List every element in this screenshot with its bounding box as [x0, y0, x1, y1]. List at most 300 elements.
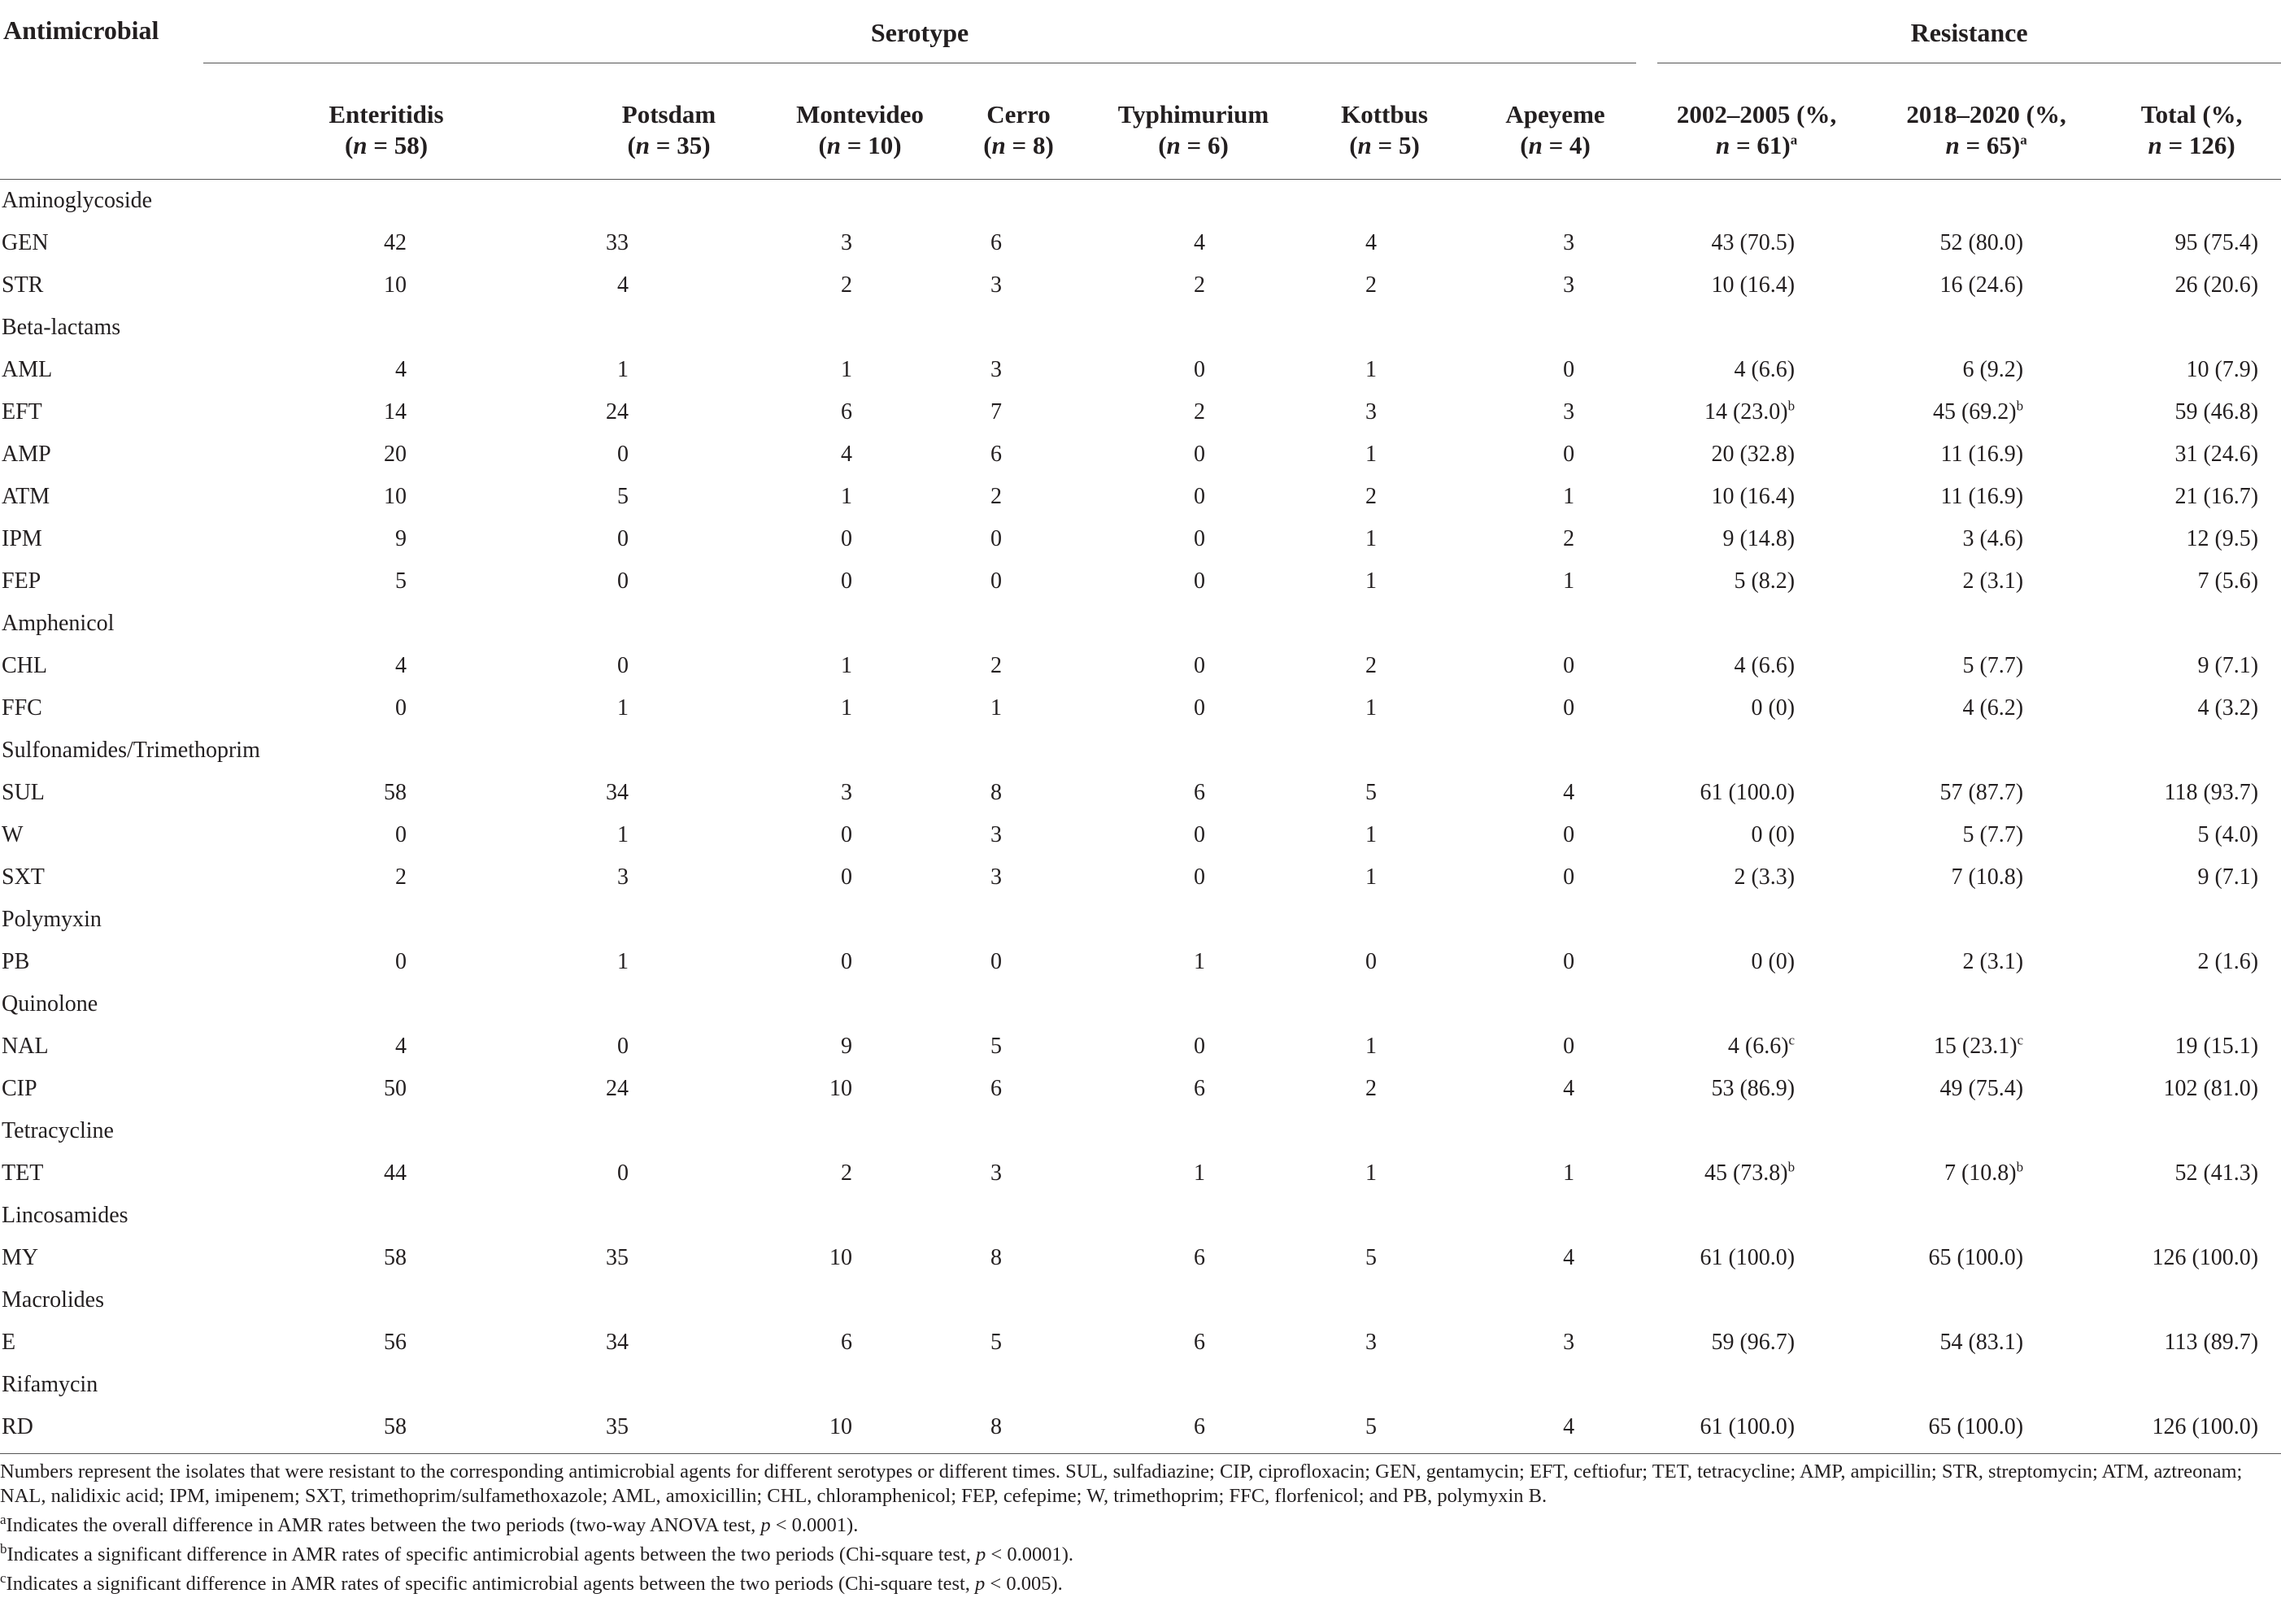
agent-name: EFT [2, 399, 42, 425]
column-header-4 [951, 81, 1086, 180]
table-cell: 2 (3.1) [1962, 568, 2024, 594]
table-cell: 11 (16.9) [1940, 484, 2024, 509]
table-cell: 126 (100.0) [2102, 1406, 2281, 1454]
table-cell: 58 [384, 1245, 407, 1270]
table-row [0, 1237, 2281, 1279]
category-label: Polymyxin [2, 907, 102, 932]
table-cell: 118 (93.7) [2164, 780, 2259, 805]
table-cell: 1 [1365, 864, 1377, 890]
table-cell: 2 (3.1) [1962, 949, 2024, 974]
table-row [0, 856, 2281, 899]
table-cell: 1 [1563, 484, 1575, 509]
table-cell: 9 (7.1) [2197, 864, 2259, 890]
table-cell: 5 (8.2) [1734, 568, 1796, 594]
table-cell: 3 [1563, 272, 1575, 298]
table-cell: 6 [990, 230, 1002, 255]
footnote-b: $^b$Indicates a significant difference in AMR rates of specific antimicrobial agents between the two periods (Chi-square test, p < 0.0001). [0, 1540, 1073, 1565]
table-cell: 4 [617, 272, 629, 298]
table-cell: 4 (6.6) [1734, 357, 1796, 382]
column-header-name: Kottbus [1341, 100, 1428, 128]
table-cell: 0 [1563, 653, 1575, 678]
table-cell: 10 [384, 272, 407, 298]
column-header-name: Montevideo [796, 100, 924, 128]
agent-name: ATM [2, 484, 50, 509]
table-cell: 5 [617, 484, 629, 509]
column-header-9 [1870, 81, 2102, 180]
table-cell: 10 (16.4) [1711, 484, 1796, 509]
table-row [0, 560, 2281, 603]
table-cell: 6 (9.2) [1962, 357, 2024, 382]
table-cell: 1 [1194, 1160, 1205, 1186]
table-cell: 0 [1194, 526, 1205, 551]
table-cell: 8 [990, 1245, 1002, 1270]
column-header-name: Apeyeme [1505, 100, 1605, 128]
table-cell: 3 [990, 357, 1002, 382]
table-cell: 5 [1301, 1406, 1468, 1454]
table-row [0, 645, 2281, 687]
table-cell: 95 (75.4) [2174, 230, 2259, 255]
column-header-count: (n = 4) [1520, 131, 1591, 159]
table-cell: 61 (100.0) [1700, 780, 1796, 805]
agent-name: PB [2, 949, 30, 974]
table-cell: 4 [1563, 1076, 1575, 1101]
table-cell: 0 [1194, 442, 1205, 467]
table-cell: 6 [841, 1330, 852, 1355]
table-cell: 43 (70.5) [1711, 230, 1796, 255]
table-cell: 52 (41.3) [2174, 1160, 2259, 1186]
table-cell: 1 [1365, 357, 1377, 382]
table-cell: 3 [1563, 399, 1575, 425]
table-cell: 10 [829, 1245, 852, 1270]
table-cell: 3 [1365, 1330, 1377, 1355]
table-cell: 1 [841, 484, 852, 509]
table-cell: 0 [617, 442, 629, 467]
table-cell: 6 [1194, 1245, 1205, 1270]
category-label: Amphenicol [2, 611, 115, 636]
table-cell: 1 [1365, 526, 1377, 551]
table-cell: 3 [1563, 1330, 1575, 1355]
table-cell: 2 [841, 272, 852, 298]
table-cell: 4 $(6.6)^c$ [1727, 1032, 1796, 1059]
category-row [0, 1279, 2281, 1321]
table-cell: 5 (7.7) [1962, 822, 2024, 847]
table-cell: 1 [990, 695, 1002, 721]
category-label: Macrolides [2, 1287, 104, 1313]
footnote-list [0, 1513, 2277, 1596]
table-cell: 4 (6.6) [1734, 653, 1796, 678]
table-cell: 0 [617, 526, 629, 551]
table-cell: 4 [395, 357, 407, 382]
table-cell: 3 [841, 780, 852, 805]
table-cell: 1 [1365, 568, 1377, 594]
category-row [0, 1195, 2281, 1237]
category-label: Sulfonamides/Trimethoprim [2, 738, 260, 763]
table-row [0, 1025, 2281, 1068]
table-cell: 21 (16.7) [2174, 484, 2259, 509]
table-cell: 2 [990, 653, 1002, 678]
table-cell: 19 (15.1) [2174, 1034, 2259, 1059]
table-row [0, 1321, 2281, 1364]
column-header-name: 2002–2005 (%, [1676, 100, 1837, 128]
column-header-5 [1086, 81, 1301, 180]
table-row [0, 814, 2281, 856]
table-cell: 1 [1365, 1034, 1377, 1059]
table-cell: 0 [1194, 822, 1205, 847]
table-cell: 3 [1563, 230, 1575, 255]
column-header-2 [569, 81, 768, 180]
table-cell: 10 (7.9) [2186, 357, 2259, 382]
table-row [0, 1152, 2281, 1195]
category-row [0, 729, 2281, 772]
agent-name: AML [2, 357, 53, 382]
footnote-a: $^a$Indicates the overall difference in AMR rates between the two periods (two-way ANOVA test, p < 0.0001). [0, 1511, 859, 1536]
table-cell: 0 [1365, 949, 1377, 974]
table-cell: 0 [617, 568, 629, 594]
column-header-count: (n = 10) [818, 131, 902, 159]
table-cell: 3 [990, 864, 1002, 890]
table-cell: 1 [617, 357, 629, 382]
table-cell: 4 [1563, 1245, 1575, 1270]
column-header-name: Potsdam [621, 100, 716, 128]
resistance-label: Resistance [1657, 19, 2281, 63]
table-cell: 4 (3.2) [2197, 695, 2259, 721]
table-cell: 58 [203, 1406, 569, 1454]
table-cell: 42 [384, 230, 407, 255]
category-label: Beta-lactams [2, 315, 121, 340]
table-cell: 1 [1365, 822, 1377, 847]
table-cell: 0 (0) [1751, 822, 1796, 847]
column-header-6 [1301, 81, 1468, 180]
category-label: Tetracycline [2, 1118, 114, 1143]
column-header-10 [2102, 81, 2281, 180]
table-row [0, 222, 2281, 264]
column-header-8 [1643, 81, 1870, 180]
category-row [0, 307, 2281, 349]
table-cell: 56 [384, 1330, 407, 1355]
category-label: Rifamycin [2, 1372, 98, 1397]
table-cell: 0 [1563, 822, 1575, 847]
agent-name: CIP [2, 1076, 37, 1101]
column-header-name: Cerro [986, 100, 1051, 128]
table-cell: 2 [841, 1160, 852, 1186]
agent-name: E [2, 1330, 16, 1355]
category-row [0, 983, 2281, 1025]
footnotes [0, 1460, 2277, 1601]
table-row [0, 1406, 2281, 1454]
table-cell: 61 (100.0) [1643, 1406, 1870, 1454]
serotype-label: Serotype [203, 19, 1636, 63]
table-cell: 34 [606, 1330, 629, 1355]
category-row [0, 899, 2281, 941]
table-cell: 0 [841, 822, 852, 847]
table-cell: 3 [990, 1160, 1002, 1186]
table-cell: 0 (0) [1751, 695, 1796, 721]
category-row [0, 603, 2281, 645]
table-cell: 2 [395, 864, 407, 890]
table-cell: 3 [617, 864, 629, 890]
header-row-columns [0, 81, 2281, 180]
table-cell: 0 [1194, 864, 1205, 890]
column-header-1 [203, 81, 569, 180]
table-cell: 0 [1194, 568, 1205, 594]
table-cell: 0 [841, 949, 852, 974]
table-cell: 0 [1563, 695, 1575, 721]
category-label: Aminoglycoside [2, 188, 153, 213]
column-header-name: Enteritidis [329, 100, 444, 128]
column-header-count: n = 61)$^a$ [1715, 131, 1798, 159]
table-row [0, 1068, 2281, 1110]
table-cell: 1 [617, 695, 629, 721]
column-header-count: n = 126) [2148, 131, 2235, 159]
table-cell: 49 (75.4) [1939, 1076, 2024, 1101]
table-cell: 52 (80.0) [1939, 230, 2024, 255]
table-cell: 5 (4.0) [2197, 822, 2259, 847]
table-cell: 2 [1194, 272, 1205, 298]
table-cell: 7 (5.6) [2197, 568, 2259, 594]
table-cell: 9 (7.1) [2197, 653, 2259, 678]
table-row [0, 264, 2281, 307]
table-cell: 1 [617, 822, 629, 847]
agent-name: MY [2, 1245, 39, 1270]
table-cell: 0 [990, 949, 1002, 974]
table-cell: 53 (86.9) [1711, 1076, 1796, 1101]
table-cell: 65 (100.0) [1928, 1245, 2024, 1270]
column-header-name: 2018–2020 (%, [1906, 100, 2066, 128]
table-cell: 59 (46.8) [2174, 399, 2259, 425]
table-cell: 2 [1365, 653, 1377, 678]
table-cell: 0 [1563, 864, 1575, 890]
table-cell: 0 [1194, 653, 1205, 678]
table-cell: 10 (16.4) [1711, 272, 1796, 298]
table-cell: 16 (24.6) [1939, 272, 2024, 298]
table-cell: 24 [606, 1076, 629, 1101]
table-cell: 11 (16.9) [1940, 442, 2024, 467]
table-cell: 14 $(23.0)^b$ [1704, 398, 1796, 425]
column-header-name: Typhimurium [1117, 100, 1269, 128]
table-cell: 7 (10.8) [1951, 864, 2024, 890]
table-cell: 57 (87.7) [1939, 780, 2024, 805]
table-cell: 0 [1563, 442, 1575, 467]
column-header-count: (n = 8) [983, 131, 1054, 159]
table-cell: 5 [990, 1034, 1002, 1059]
table-cell: 8 [990, 780, 1002, 805]
agent-name: AMP [2, 442, 51, 467]
table-row [0, 476, 2281, 518]
table-cell: 4 [1468, 1406, 1643, 1454]
table-cell: 2 [1563, 526, 1575, 551]
table-cell: 61 (100.0) [1700, 1245, 1796, 1270]
table-cell: 44 [384, 1160, 407, 1186]
table-cell: 34 [606, 780, 629, 805]
agent-name: IPM [2, 526, 42, 551]
table-cell: 1 [841, 357, 852, 382]
table-cell: 1 [1365, 442, 1377, 467]
table-cell: 5 [395, 568, 407, 594]
table-cell: 0 [1563, 949, 1575, 974]
column-header-count: (n = 6) [1158, 131, 1229, 159]
table-cell: 24 [606, 399, 629, 425]
table-cell: 0 [841, 568, 852, 594]
column-header-count: (n = 35) [627, 131, 711, 159]
category-row [0, 180, 2281, 223]
table-cell: 12 (9.5) [2186, 526, 2259, 551]
table-cell: 0 [841, 864, 852, 890]
table-cell: 45 $(73.8)^b$ [1704, 1159, 1796, 1186]
table-cell: 0 [617, 1160, 629, 1186]
column-header-name: Total (%, [2140, 100, 2243, 128]
table-cell: 4 (6.2) [1962, 695, 2024, 721]
table-cell: 20 (32.8) [1711, 442, 1796, 467]
table-cell: 65 (100.0) [1870, 1406, 2102, 1454]
category-label: Lincosamides [2, 1203, 128, 1228]
table-cell: 9 [395, 526, 407, 551]
table-cell: 33 [606, 230, 629, 255]
table-cell: 1 [1365, 1160, 1377, 1186]
table-row [0, 391, 2281, 433]
agent-name: SXT [2, 864, 45, 890]
table-cell: 5 (7.7) [1962, 653, 2024, 678]
header-row-groups [0, 0, 2281, 81]
column-header-7 [1468, 81, 1643, 180]
table-cell: 126 (100.0) [2152, 1245, 2259, 1270]
table-cell: 102 (81.0) [2163, 1076, 2259, 1101]
table-cell: 8 [951, 1406, 1086, 1454]
table-cell: 26 (20.6) [2174, 272, 2259, 298]
table-cell: 6 [841, 399, 852, 425]
table-cell: 5 [1365, 1245, 1377, 1270]
table-cell: 3 (4.6) [1962, 526, 2024, 551]
table-cell: 6 [1194, 1076, 1205, 1101]
table-cell: 4 [395, 1034, 407, 1059]
table-row [0, 433, 2281, 476]
table-cell: 0 [1194, 1034, 1205, 1059]
table-cell: 4 [395, 653, 407, 678]
table-cell: 1 [1563, 568, 1575, 594]
table-cell: 6 [990, 442, 1002, 467]
table-cell: 10 [768, 1406, 951, 1454]
table-cell: 7 [990, 399, 1002, 425]
table-cell: 0 (0) [1751, 949, 1796, 974]
table-cell: 35 [606, 1245, 629, 1270]
agent-name: STR [2, 272, 44, 298]
table-cell: 45 $(69.2)^b$ [1932, 398, 2024, 425]
table-cell: 10 [829, 1076, 852, 1101]
agent-name: SUL [2, 780, 45, 805]
table-cell: 1 [841, 653, 852, 678]
table-cell: 1 [1365, 695, 1377, 721]
table-cell: 35 [569, 1406, 768, 1454]
table-cell: 4 [841, 442, 852, 467]
table-row [0, 687, 2281, 729]
agent-name: CHL [2, 653, 47, 678]
blank-header-cell [0, 81, 203, 180]
table-cell: 2 (3.3) [1734, 864, 1796, 890]
table-cell: 3 [990, 822, 1002, 847]
column-header-count: (n = 5) [1349, 131, 1420, 159]
table-cell: 0 [990, 568, 1002, 594]
table-cell: 15 $(23.1)^c$ [1933, 1032, 2024, 1059]
table-cell: 7 $(10.8)^b$ [1944, 1159, 2024, 1186]
footnote-c: $^c$Indicates a significant difference in AMR rates of specific antimicrobial agents between the two periods (Chi-square test, p < 0.005). [0, 1570, 1063, 1595]
table-cell: 20 [384, 442, 407, 467]
category-row [0, 1364, 2281, 1406]
table-cell: 0 [1563, 1034, 1575, 1059]
table-row [0, 349, 2281, 391]
agent-name: RD [0, 1406, 203, 1454]
table-cell: 14 [384, 399, 407, 425]
serotype-group-header [203, 0, 1643, 81]
agent-name: FEP [2, 568, 41, 594]
table-cell: 6 [1086, 1406, 1301, 1454]
table-cell: 3 [1365, 399, 1377, 425]
antimicrobial-header: Antimicrobial [3, 15, 159, 45]
table-cell: 1 [841, 695, 852, 721]
category-row [0, 1110, 2281, 1152]
column-header-count: (n = 58) [344, 131, 429, 159]
table-cell: 4 [1194, 230, 1205, 255]
table-cell: 2 [1194, 399, 1205, 425]
table-cell: 0 [617, 1034, 629, 1059]
table-cell: 9 (14.8) [1722, 526, 1796, 551]
table-body [0, 180, 2281, 1454]
agent-name: NAL [2, 1034, 49, 1059]
table-cell: 1 [617, 949, 629, 974]
table-cell: 6 [990, 1076, 1002, 1101]
table-cell: 10 [384, 484, 407, 509]
table-cell: 31 (24.6) [2174, 442, 2259, 467]
resistance-group-header [1643, 0, 2281, 81]
table-cell: 3 [990, 272, 1002, 298]
table-cell: 9 [841, 1034, 852, 1059]
table-cell: 6 [1194, 1330, 1205, 1355]
agent-name: W [2, 822, 24, 847]
table-cell: 54 (83.1) [1939, 1330, 2024, 1355]
table-cell: 5 [1365, 780, 1377, 805]
table-cell: 0 [990, 526, 1002, 551]
table-cell: 1 [1194, 949, 1205, 974]
column-header-count: n = 65)$^a$ [1945, 131, 2027, 159]
table-cell: 58 [384, 780, 407, 805]
table-cell: 0 [395, 949, 407, 974]
table-cell: 0 [1194, 484, 1205, 509]
table-cell: 59 (96.7) [1711, 1330, 1796, 1355]
agent-name: TET [2, 1160, 44, 1186]
table-cell: 5 [990, 1330, 1002, 1355]
table-cell: 4 [1365, 230, 1377, 255]
table-cell: 1 [1563, 1160, 1575, 1186]
table-row [0, 941, 2281, 983]
agent-name: GEN [2, 230, 49, 255]
table-row [0, 518, 2281, 560]
category-label: Quinolone [2, 991, 98, 1017]
table-cell: 4 [1563, 780, 1575, 805]
footnote-main: Numbers represent the isolates that were resistant to the corresponding antimicrobial agents for different serotypes or different times. SUL, sulfadiazine; CIP, ciprofloxacin; GEN, gentamycin; EFT, ceftiofur; TET, tetracycline; AMP, ampicillin; STR, streptomycin; ATM, aztreonam; NAL, nalidixic acid; IPM, imipenem; SXT, trimethoprim/sulfamethoxazole; AML, amoxicillin; CHL, chloramphenicol; FEP, cefepime; W, trimethoprim; FFC, florfenicol; and PB, polymyxin B. [0, 1461, 2243, 1507]
table-cell: 2 [990, 484, 1002, 509]
table-cell: 0 [395, 695, 407, 721]
table-row [0, 772, 2281, 814]
table-cell: 0 [1194, 695, 1205, 721]
table-cell: 0 [841, 526, 852, 551]
table-cell: 0 [1563, 357, 1575, 382]
table-cell: 2 [1365, 272, 1377, 298]
table-cell: 50 [384, 1076, 407, 1101]
table-cell: 3 [841, 230, 852, 255]
table-cell: 2 [1365, 1076, 1377, 1101]
table-cell: 6 [1194, 780, 1205, 805]
table-cell: 0 [617, 653, 629, 678]
column-header-3 [768, 81, 951, 180]
table-cell: 0 [1194, 357, 1205, 382]
